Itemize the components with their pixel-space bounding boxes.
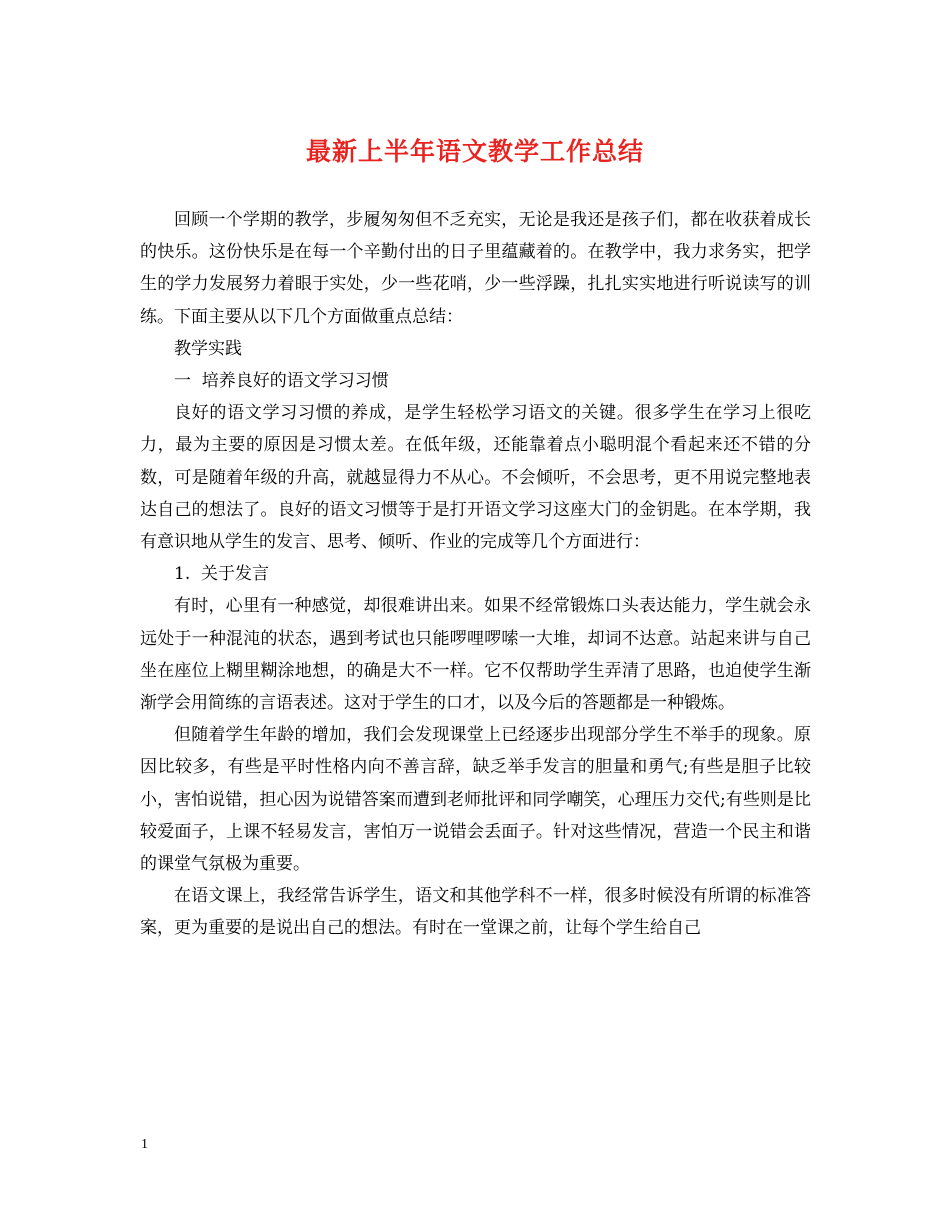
paragraph-speaking-2: 但随着学生年龄的增加，我们会发现课堂上已经逐步出现部分学生不举手的现象。原因比较多，有些是平时性格内向不善言辞，缺乏举手发言的胆量和勇气;有些是胆子比较小，害怕说错，担心因为说错答案而遭到老师批评和同学嘲笑，心理压力交代;有些则是比较爱面子，上课不轻易发言，害怕万一说错会丢面子。针对这些情况，营造一个民主和谐的课堂气氛极为重要。 (140, 725, 811, 875)
subsection-heading-habits: 一 培养良好的语文学习习惯 (174, 371, 389, 392)
paragraph-intro: 回顾一个学期的教学，步履匆匆但不乏充实，无论是我还是孩子们，都在收获着成长的快乐。这份快乐是在每一个辛勤付出的日子里蕴藏着的。在教学中，我力求务实，把学生的学力发展努力着眼于实处，少一些花哨，少一些浮躁，扎扎实实地进行听说读写的训练。下面主要从以下几个方面做重点总结： (140, 210, 811, 327)
item-heading-speaking: 1. 关于发言 (174, 564, 270, 585)
paragraph-speaking-3: 在语文课上，我经常告诉学生，语文和其他学科不一样，很多时候没有所谓的标准答案，更为重要的是说出自己的想法。有时在一堂课之前，让每个学生给自己 (140, 886, 811, 939)
page-number: 1 (141, 1137, 148, 1152)
document-title: 最新上半年语文教学工作总结 (305, 137, 644, 166)
paragraph-habits: 良好的语文学习习惯的养成，是学生轻松学习语文的关键。很多学生在学习上很吃力，最为主要的原因是习惯太差。在低年级，还能靠着点小聪明混个看起来还不错的分数，可是随着年级的升高，就越显得力不从心。不会倾听，不会思考，更不用说完整地表达自己的想法了。良好的语文习惯等于是打开语文学习这座大门的金钥匙。在本学期，我有意识地从学生的发言、思考、倾听、作业的完成等几个方面进行： (140, 403, 811, 553)
section-heading-teaching-practice: 教学实践 (174, 338, 242, 359)
document-body (140, 204, 811, 945)
paragraph-speaking-1: 有时，心里有一种感觉，却很难讲出来。如果不经常锻炼口头表达能力，学生就会永远处于一种混沌的状态，遇到考试也只能啰哩啰嗦一大堆，却词不达意。站起来讲与自己坐在座位上糊里糊涂地想，的确是大不一样。它不仅帮助学生弄清了思路，也迫使学生渐渐学会用简练的言语表述。这对于学生的口才，以及今后的答题都是一种锻炼。 (140, 596, 811, 714)
